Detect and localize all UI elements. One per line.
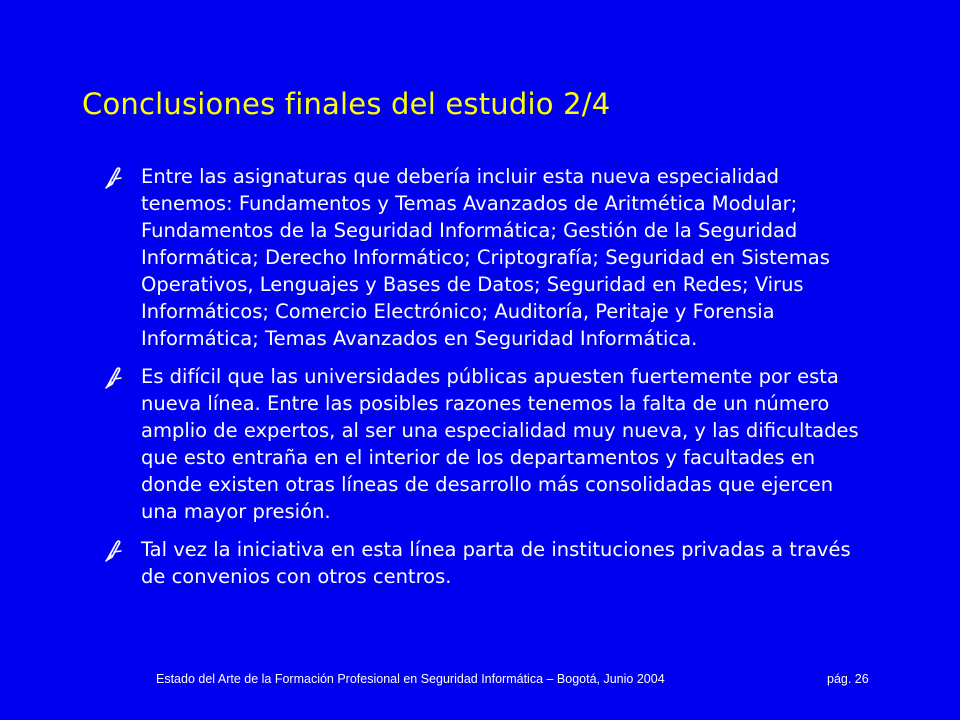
bullet-list	[103, 163, 873, 590]
bullet-item	[103, 163, 873, 352]
bullet-text: Es difícil que las universidades públicas apuesten fuertemente por esta nueva línea. Entre las posibles razones tenemos la falta de un número amplio de expertos, al ser una especialidad muy nueva, y las dificultades que esto entraña en el interior de los departamentos y facultades en donde existen otras líneas de desarrollo más consolidadas que ejercen una mayor presión.	[141, 365, 859, 523]
slide-footer	[0, 669, 960, 689]
pointing-hand-icon	[103, 367, 129, 389]
pointing-hand-icon	[103, 540, 129, 562]
bullet-text: Entre las asignaturas que debería incluir esta nueva especialidad tenemos: Fundamentos y Temas Avanzados de Aritmética Modular; Fundamentos de la Seguridad Informática; Gestión de la Seguridad Informática; Derecho Informático; Criptografía; Seguridad en Sistemas Operativos, Lenguajes y Bases de Datos; Seguridad en Redes; Virus Informáticos; Comercio Electrónico; Auditoría, Peritaje y Forensia Informática; Temas Avanzados en Seguridad Informática.	[141, 165, 830, 350]
bullet-text: Tal vez la iniciativa en esta línea parta de instituciones privadas a través de convenios con otros centros.	[141, 538, 851, 588]
pointing-hand-icon	[103, 167, 129, 189]
bullet-item	[103, 536, 873, 590]
slide-title: Conclusiones finales del estudio 2/4	[82, 87, 611, 121]
page-number: pág. 26	[827, 672, 869, 686]
bullet-item	[103, 363, 873, 525]
footer-caption: Estado del Arte de la Formación Profesional en Seguridad Informática – Bogotá, Junio 2004	[156, 672, 665, 686]
